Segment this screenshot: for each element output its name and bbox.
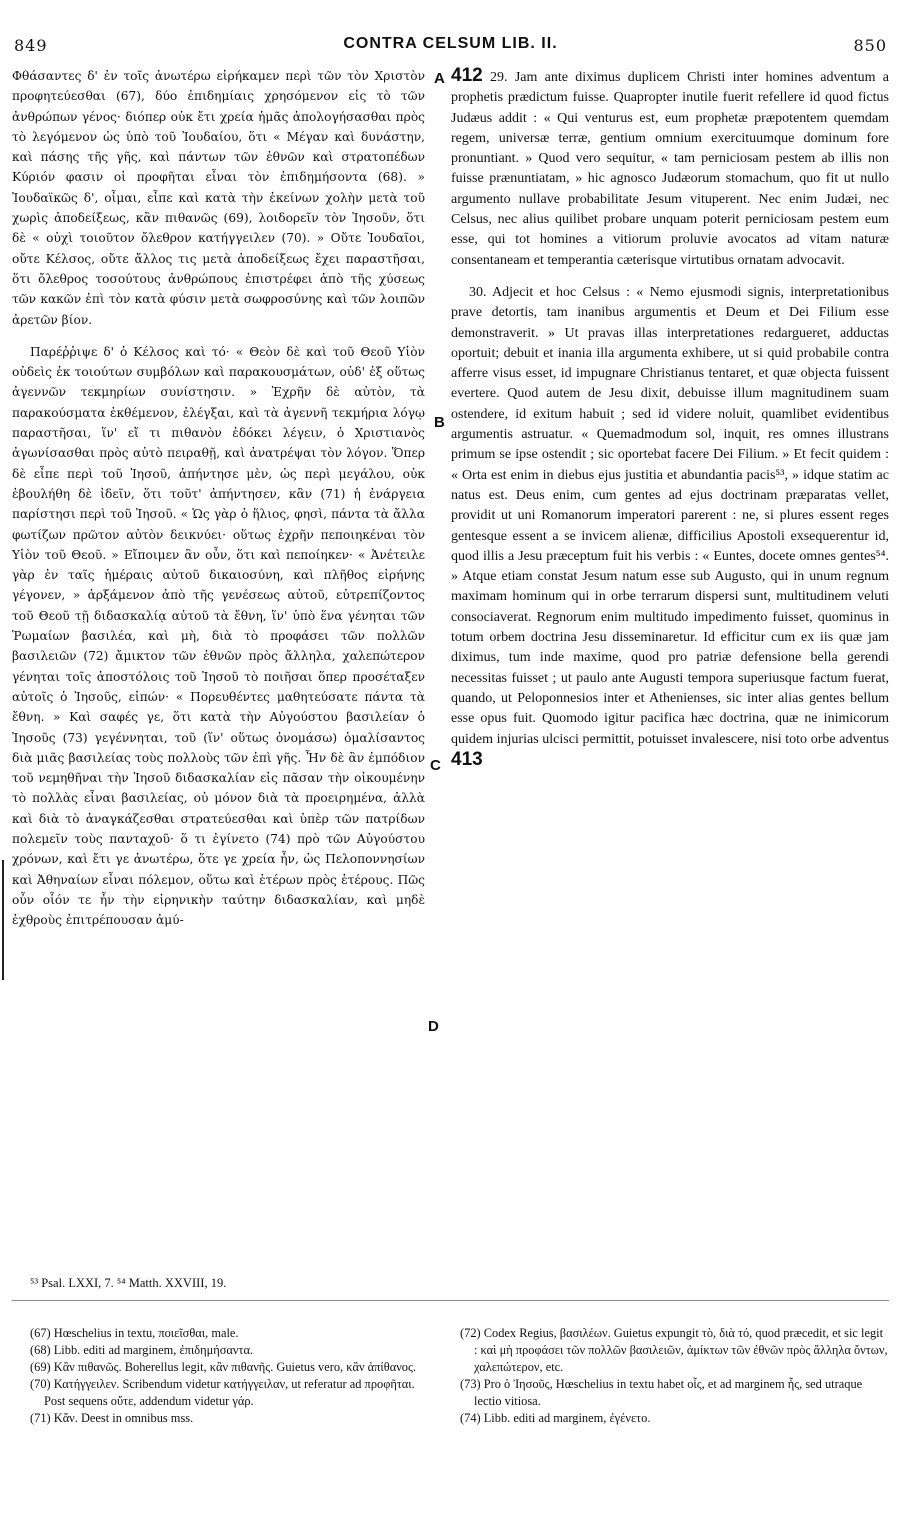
greek-paragraph-1: Φθάσαντες δ' ἐν τοῖς ἀνωτέρω εἰρήκαμεν περὶ τῶν τὸν Χριστὸν προφητεύεσθαι (67), δύο ἐπιδημίαις χρησόμενον εἰς τὸ τῶν ἀνθρώπων γένος· διόπερ οὐκ ἔτι χρεία ἡμᾶς ἀπολογήσασθαι πρὸς τὸ λεγόμενον ὡς ὑπὸ τοῦ Ἰουδαίου, ὅτι « Μέγαν καὶ δυνάστην, καὶ πάσης τῆς γῆς, καὶ πάντων τῶν ἐθνῶν καὶ στρατοπέδων Κύριόν φασιν οἱ προφῆται εἶναι τὸν ἐπιδημήσοντα (68). » Ἰουδαϊκῶς δ', οἶμαι, εἶπε καὶ κατὰ τὴν ἐκείνων χολὴν μετὰ τοῦ χωρὶς ἀποδείξεως, κἂν πιθανῶς (69), λοιδορεῖν τὸν Ἰησοῦν, ὅτι δὲ « οὐχὶ τοιοῦτον ὄλεθρον κατήγγειλεν (70). » Οὔτε Ἰουδαῖοι, οὔτε Κέλσος, οὔτε ἄλλος τις μετὰ ἀποδείξεως ἔχει παραστῆσαι, ὅτι ὄλεθρος τοσούτους ἀνθρώπους ἐπιστρέφει ἀπὸ τῆς χύσεως τῶν κακῶν ἐπὶ τὸν κατὰ φύσιν μετὰ σωφροσύνης καὶ τῶν λοιπῶν ἀρετῶν βίον. [12, 69, 425, 327]
footnote-69: (69) Κἂν πιθανῶς. Boherellus legit, κἂν πιθανῆς. Guietus vero, κἂν ἀπίθανος. [30, 1360, 416, 1374]
footnote-74: (74) Libb. editi ad marginem, ἐγένετο. [460, 1411, 651, 1425]
column-number-413: 413 [451, 748, 483, 770]
margin-marker-a: A [434, 70, 445, 87]
footnote-68: (68) Libb. editi ad marginem, ἐπιδημήσαντα. [30, 1343, 254, 1357]
latin-paragraph-1: 412 29. Jam ante diximus duplicem Christi inter homines adventum a prophetis prædictum fuisse. Quapropter inutile fuerit refellere id quod fictus Judæus addit : « Qui venturus est, eum prophetæ præpotentem quemdam regem, universæ terræ, gentium omnium exercituumque dominum fore pronuntiant. » Quod vero sequitur, « tam perniciosam pestem ab illis non fuisse prænuntiatam, » hic agnosco Judæorum stomachum, quo fit ut nullo argumento nullave probabilitate Jesum vituperent. Nec enim Judæi, nec Celsus, nec alius quilibet probare unquam poterit perniciosam pestem eum esse, qui tot homines a vitiorum proluvie avocatos ad vitam naturæ consentaneam et temperantia cæterisque virtutibus ornatam advocavit. [451, 65, 890, 268]
footnotes-left [30, 1325, 425, 1427]
latin-column [451, 66, 889, 772]
greek-column [12, 66, 425, 930]
margin-marker-c: C [430, 757, 441, 774]
latin-paragraph-2: 30. Adjecit et hoc Celsus : « Nemo ejusmodi signis, interpretationibus prave detortis, tam inanibus argumentis et Deum et Dei Filium esse demonstraverit. » Ut pravas illas interpretationes redargueret, adductas oportuit; debuit et inania illa argumenta exhibere, ut si quid probabile contra afferre visus esset, id impugnare Christianus tentaret, et quæ objecta fuissent evertere. Quod autem de Jesu dixit, debuisse illum magnitudinem suam ostendere, id exitum habuit ; sed id videre noluit, quamlibet evidentibus argumentis astruatur. « Quemadmodum sol, inquit, res omnes illustrans primum se ipse ostendit ; sic oportebat facere Dei Filium. » Et fecit quidem : « Orta est enim in diebus ejus justitia et abundantia pacis⁵³, » idque statim ac natus est. Deus enim, cum gentes ad ejus doctrinam præparatas vellet, providit ut uni Romanorum imperatori parerent : ne, si plures essent reges gentesque essent a se invicem alienæ, difficilius Apostoli exsequerentur id, quod illis a Jesu præceptum fuit his verbis : « Euntes, docete omnes gentes⁵⁴. » Atque etiam constat Jesum natum esse sub Augusto, qui in unum regnum maximam hominum qui in orbe terrarum dispersi sunt, multitudinem veluti consociaverat. Regnorum enim multitudo impedimento fuisset, quominus in totum orbem doctrina Jesu disseminaretur. Id efficitur cum ex iis quæ jam diximus, tum inde maxime, quod pro patriæ defensione bella gerendi necessitas fuisset ; ut paulo ante Augusti tempora superiusque factum fuerat, quando, ut Peloponnesios inter et Athenienses, sic inter alias gentes bellum esse opus fuit. Quomodo igitur pacifica hæc doctrina, quæ ne inimicorum quidem injurias ulcisci permittit, potuisset invalescere, nisi toto orbe adventus 413 [451, 284, 889, 770]
page-number-left: 849 [14, 36, 48, 55]
page-header [0, 0, 901, 55]
margin-marker-d: D [428, 1018, 439, 1035]
footnote-70: (70) Κατήγγειλεν. Scribendum videtur κατήγγειλαν, ut referatur ad προφῆται. Post sequens οὔτε, addendum videtur γάρ. [30, 1377, 415, 1408]
scripture-references: ⁵³ Psal. LXXI, 7. ⁵⁴ Matth. XXVIII, 19. [30, 1276, 227, 1290]
running-title: CONTRA CELSUM LIB. II. [343, 35, 558, 52]
column-number-412: 412 [451, 65, 483, 86]
footnote-72: (72) Codex Regius, βασιλέων. Guietus expungit τὸ, διὰ τό, quod præcedit, et sic legit : καὶ μὴ προφάσει τῶν πολλῶν βασιλειῶν, ἀμίκτων τῶν ἐθνῶν πρὸς ἄλληλα ὄντων, χαλεπώτερον, etc. [460, 1326, 888, 1374]
margin-marker-b: B [434, 414, 445, 431]
footnote-73: (73) Pro ὁ Ἰησοῦς, Hœschelius in textu habet οἷς, et ad marginem ἧς, sed utraque lectio vitiosa. [460, 1377, 863, 1408]
page-number-right: 850 [853, 36, 887, 55]
footnote-67: (67) Hœschelius in textu, ποιεῖσθαι, male. [30, 1326, 239, 1340]
footnotes-right [460, 1325, 888, 1427]
greek-paragraph-2: Παρέῤῥιψε δ' ὁ Κέλσος καὶ τό· « Θεὸν δὲ καὶ τοῦ Θεοῦ Υἱὸν οὐδεὶς ἐκ τοιούτων συμβόλων καὶ παρακουσμάτων, οὐδ' ἐξ οὕτως ἀγεννῶν τεκμηρίων συνίστησιν. » Ἐχρῆν δὲ αὐτὸν, τὰ παρακούσματα ἐκθέμενον, ἐλέγξαι, καὶ τὰ ἀγεννῆ τεκμήρια λόγῳ παραστῆσαι, ἵν' εἴ τι πιθανὸν ἐδόκει λέγειν, ὁ Χριστιανὸς ἀγωνίσασθαι πρὸς αὐτὸ πειραθῇ, καὶ ἀνατρέψαι τὸν λόγον. Ὅπερ δὲ εἶπε περὶ τοῦ Ἰησοῦ, ἀπήντησε μὲν, ὡς περὶ μεγάλου, οὐκ ἐβουλήθη δὲ ἰδεῖν, ὅτι τοῦτ' ἀπήντησεν, κἂν (71) ἡ ἐνάργεια παρίστησι περὶ τοῦ Ἰησοῦ. « Ὡς γὰρ ὁ ἥλιος, φησὶ, πάντα τὰ ἄλλα φωτίζων πρῶτον αὐτὸν δεικνύει· οὕτως ἐχρῆν πεποιηκέναι τὸν Υἱὸν τοῦ Θεοῦ. » Εἴποιμεν ἂν οὖν, ὅτι καὶ πεποίηκεν· « Ἀνέτειλε γὰρ ἐν ταῖς ἡμέραις αὐτοῦ δικαιοσύνη, καὶ πλῆθος εἰρήνης γέγονεν, » ἀρξάμενον ἀπὸ τῆς γενέσεως αὐτοῦ, εὐτρεπίζοντος τοῦ Θεοῦ τῇ διδασκαλίᾳ αὐτοῦ τὰ ἔθνη, ἵν' ὑπὸ ἕνα γένηται τῶν Ῥωμαίων βασιλέα, καὶ μὴ, διὰ τὸ προφάσει τῶν πολλῶν βασιλειῶν (72) ἄμικτον τῶν ἐθνῶν πρὸς ἄλληλα, χαλεπώτερον γένηται τοῖς ἀποστόλοις τοῦ Ἰησοῦ τὸ ποιῆσαι ὅπερ προσέταξεν αὐτοῖς ὁ Ἰησοῦς, εἰπών· « Πορευθέντες μαθητεύσατε πάντα τὰ ἔθνη. » Καὶ σαφές γε, ὅτι κατὰ τὴν Αὐγούστου βασιλείαν ὁ Ἰησοῦς (73) γεγέννηται, τοῦ (ἵν' οὕτως ὀνομάσω) ὁμαλίσαντος διὰ μιᾶς βασιλείας τοὺς πολλοὺς τῶν ἐπὶ γῆς. Ἦν δὲ ἂν ἐμπόδιον τοῦ νεμηθῆναι τὴν Ἰησοῦ διδασκαλίαν εἰς πᾶσαν τὴν οἰκουμένην τὸ πολλὰς εἶναι βασιλείας, οὐ μόνον διὰ τὰ προειρημένα, ἀλλὰ καὶ διὰ τὸ ἀναγκάζεσθαι στρατεύεσθαι καὶ ὑπὲρ τῶν πατρίδων πολεμεῖν τοὺς πανταχοῦ· ὅ τι ἐγίνετο (74) πρὸ τῶν Αὐγούστου χρόνων, καὶ ἔτι γε ἀνωτέρω, ὅτε γε χρεία ἦν, ὡς Πελοποννησίων καὶ Ἀθηναίων εἶναι πόλεμον, οὕτω καὶ ἑτέρων πρὸς ἑτέρους. Πῶς οὖν οἷόν τε ἦν τὴν εἰρηνικὴν ταύτην διδασκαλίαν, καὶ μηδὲ ἐχθροὺς ἐπιτρέπουσαν ἀμύ- [12, 344, 425, 928]
footnote-71: (71) Κἄν. Deest in omnibus mss. [30, 1411, 194, 1425]
margin-bar [2, 860, 4, 980]
footnote-rule [12, 1300, 889, 1301]
